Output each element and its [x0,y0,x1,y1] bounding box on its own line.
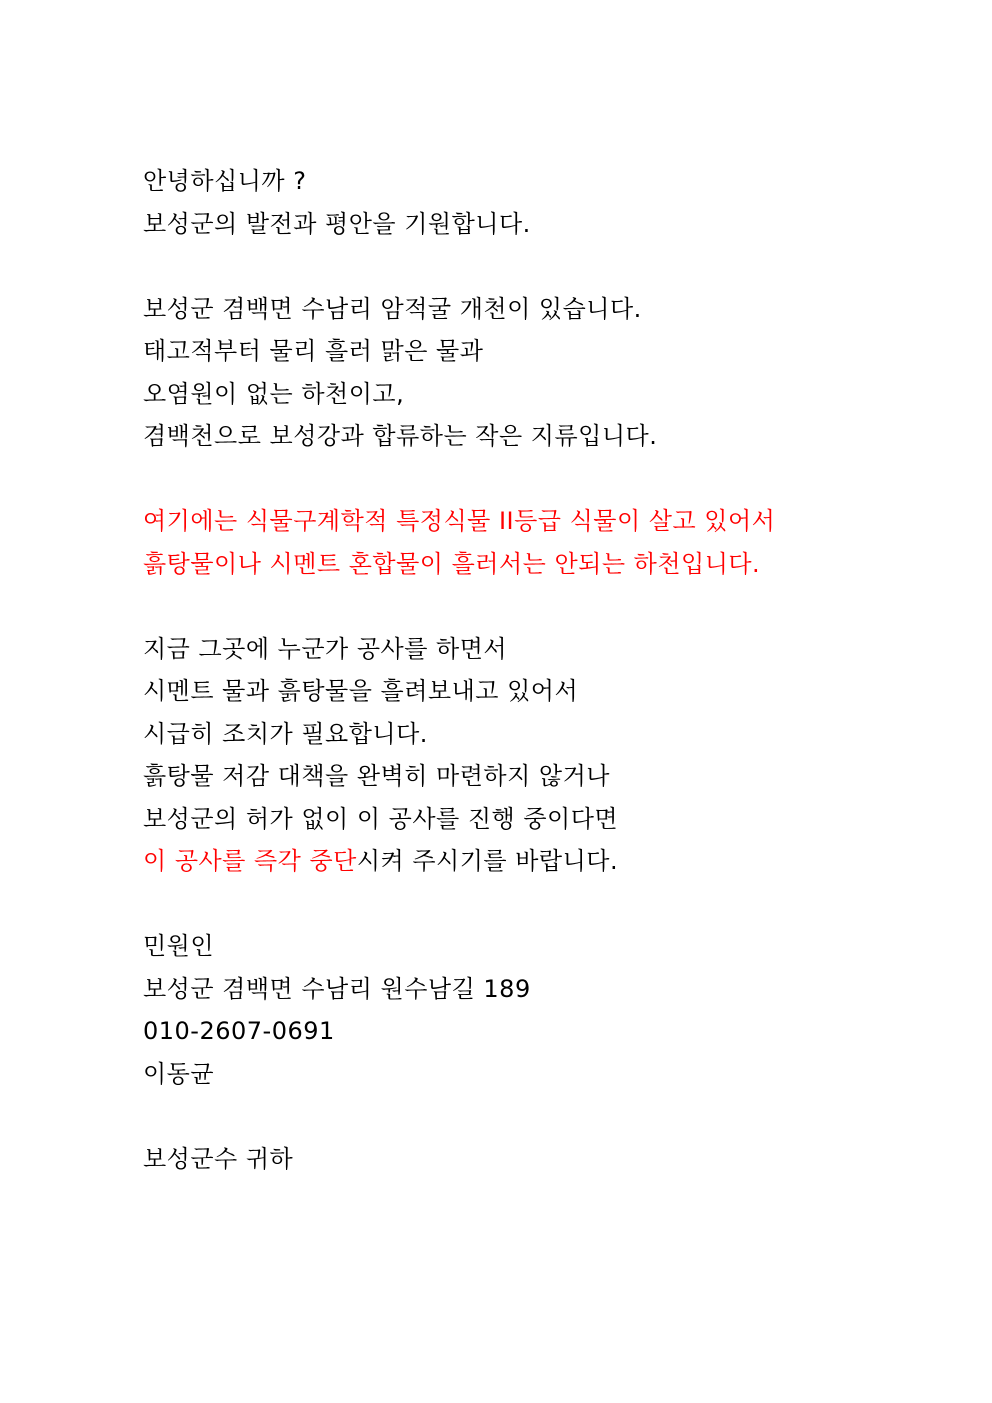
intro-line-4: 겸백천으로 보성강과 합류하는 작은 지류입니다. [143,422,658,450]
request-line-6 [143,840,903,883]
complainant-name: 이동균 [143,1059,215,1088]
paragraph-spacer [143,458,903,501]
intro-line-2: 태고적부터 물리 흘러 맑은 물과 [143,337,484,365]
greeting-line-1: 안녕하십니까 ? [143,167,307,195]
paragraph-spacer [143,245,903,288]
intro-line-1: 보성군 겸백면 수남리 암적굴 개천이 있습니다. [143,294,642,323]
greeting-line-2: 보성군의 발전과 평안을 기원합니다. [143,209,531,238]
request-line-5: 보성군의 허가 없이 이 공사를 진행 중이다면 [143,804,619,833]
request-line-4: 흙탕물 저감 대책을 완벽히 마련하지 않거나 [143,762,610,790]
complainant-label: 민원인 [143,932,215,960]
warning-line-2: 흙탕물이나 시멘트 혼합물이 흘러서는 안되는 하천입니다. [143,549,761,578]
request-line-3: 시급히 조치가 필요합니다. [143,719,428,748]
request-line-6-rest: 시켜 주시기를 바랍니다. [356,847,619,875]
intro-line-3: 오염원이 없는 하천이고, [143,379,405,408]
request-line-2: 시멘트 물과 흙탕물을 흘려보내고 있어서 [143,677,579,705]
request-highlight: 이 공사를 즉각 중단 [143,847,357,875]
warning-line-1: 여기에는 식물구계학적 특정식물 II등급 식물이 살고 있어서 [143,507,776,535]
recipient: 보성군수 귀하 [143,1144,294,1173]
paragraph-spacer [143,585,903,628]
paragraph-spacer [143,883,903,926]
paragraph-spacer [143,1095,903,1138]
request-line-1: 지금 그곳에 누군가 공사를 하면서 [143,634,508,663]
letter-body [143,160,903,1180]
complainant-address: 보성군 겸백면 수남리 원수남길 189 [143,974,531,1003]
complainant-phone: 010-2607-0691 [143,1017,335,1045]
